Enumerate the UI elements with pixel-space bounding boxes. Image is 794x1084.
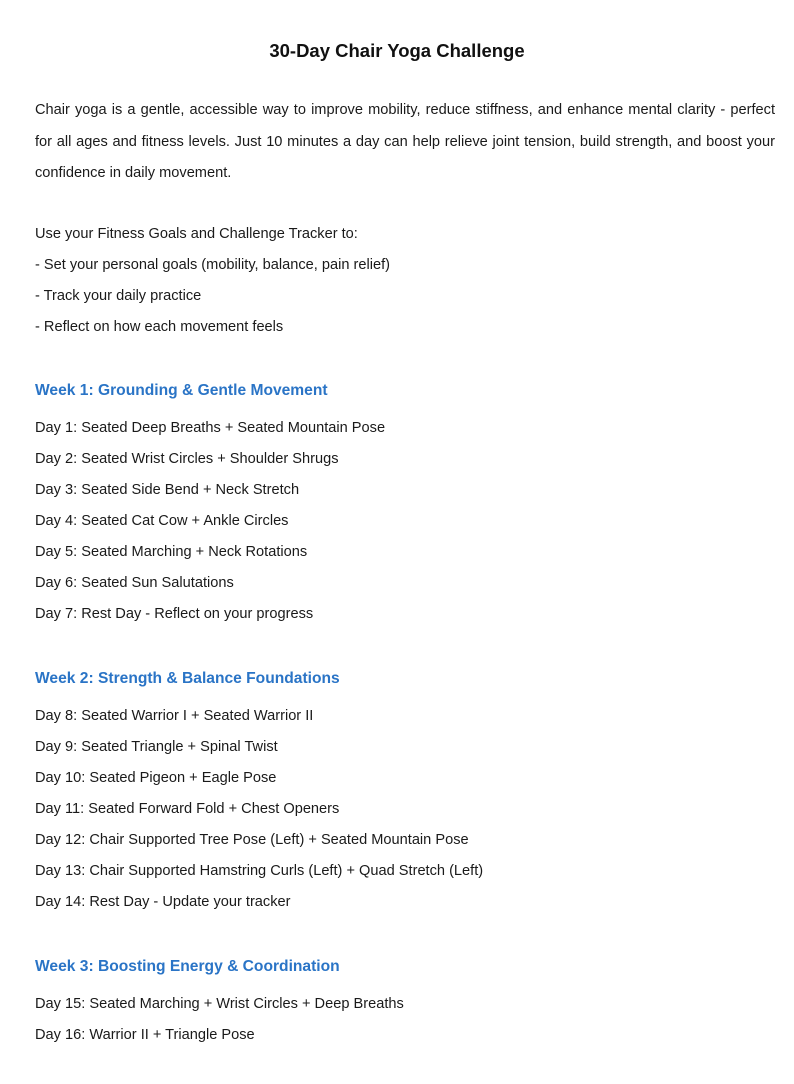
tracker-item: - Set your personal goals (mobility, balance, pain relief) bbox=[35, 257, 391, 273]
day-item: Day 2: Seated Wrist Circles + Shoulder Shrugs bbox=[35, 451, 339, 467]
day-item: Day 1: Seated Deep Breaths + Seated Mountain Pose bbox=[35, 420, 386, 436]
day-item: Day 7: Rest Day - Reflect on your progress bbox=[35, 606, 314, 622]
day-item: Day 14: Rest Day - Update your tracker bbox=[35, 894, 291, 910]
week-3-section bbox=[35, 955, 775, 1051]
week-3-heading: Week 3: Boosting Energy & Coordination bbox=[35, 958, 340, 975]
tracker-item: - Reflect on how each movement feels bbox=[35, 319, 284, 335]
tracker-item: - Track your daily practice bbox=[35, 288, 202, 304]
day-item: Day 3: Seated Side Bend + Neck Stretch bbox=[35, 482, 300, 498]
week-1-heading: Week 1: Grounding & Gentle Movement bbox=[35, 382, 328, 399]
tracker-section bbox=[35, 219, 775, 343]
day-item: Day 5: Seated Marching + Neck Rotations bbox=[35, 544, 308, 560]
day-item: Day 12: Chair Supported Tree Pose (Left) + Seated Mountain Pose bbox=[35, 832, 469, 848]
day-item: Day 13: Chair Supported Hamstring Curls (Left) + Quad Stretch (Left) bbox=[35, 863, 484, 879]
week-2-heading: Week 2: Strength & Balance Foundations bbox=[35, 670, 340, 687]
page-title: 30-Day Chair Yoga Challenge bbox=[269, 40, 525, 61]
day-item: Day 4: Seated Cat Cow + Ankle Circles bbox=[35, 513, 289, 529]
day-item: Day 15: Seated Marching + Wrist Circles + Deep Breaths bbox=[35, 996, 404, 1012]
intro-paragraph: Chair yoga is a gentle, accessible way to improve mobility, reduce stiffness, and enhance mental clarity - perfect for all ages and fitness levels. Just 10 minutes a day can help relieve joint tension, build strength, and boost your confidence in daily movement. bbox=[35, 102, 775, 181]
day-item: Day 11: Seated Forward Fold + Chest Openers bbox=[35, 801, 340, 817]
day-item: Day 8: Seated Warrior I + Seated Warrior II bbox=[35, 708, 314, 724]
day-item: Day 6: Seated Sun Salutations bbox=[35, 575, 234, 591]
week-1-section bbox=[35, 379, 775, 630]
tracker-lead: Use your Fitness Goals and Challenge Tracker to: bbox=[35, 226, 358, 242]
day-item: Day 9: Seated Triangle + Spinal Twist bbox=[35, 739, 278, 755]
day-item: Day 16: Warrior II + Triangle Pose bbox=[35, 1027, 255, 1043]
day-item: Day 10: Seated Pigeon + Eagle Pose bbox=[35, 770, 277, 786]
week-2-section bbox=[35, 667, 775, 918]
